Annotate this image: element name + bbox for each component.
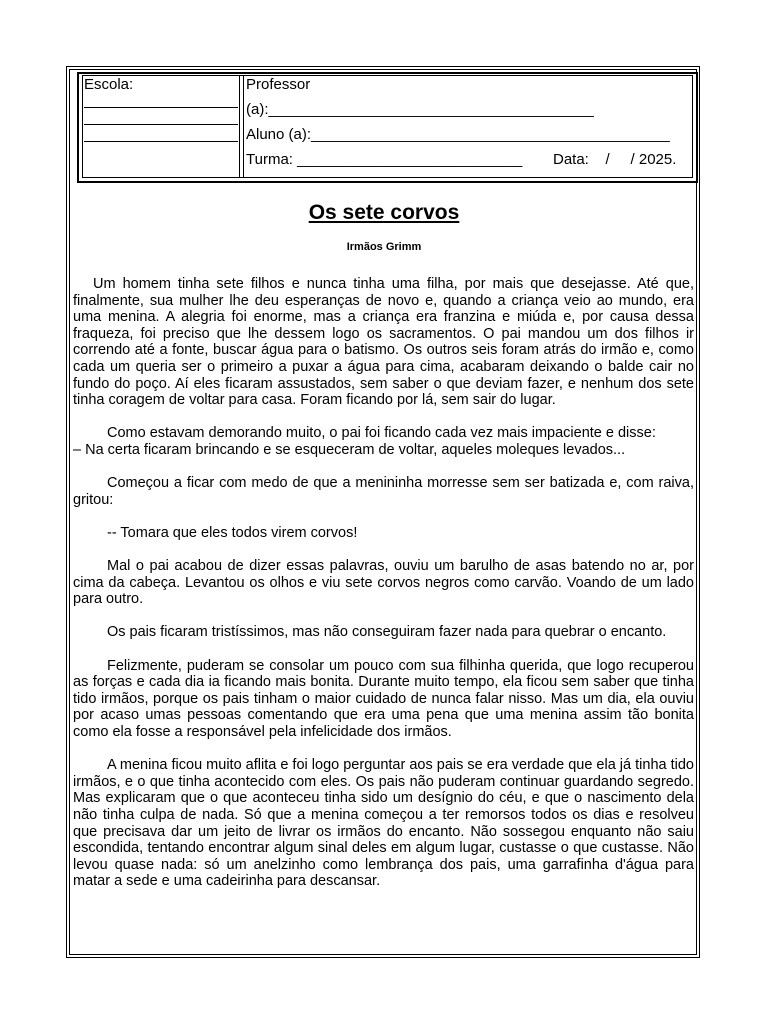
escola-blank-line	[84, 124, 238, 125]
paragraph: -- Tomara que eles todos virem corvos!	[107, 524, 358, 541]
data-field: Data: / / 2025.	[553, 151, 677, 168]
escola-blank-line	[84, 107, 238, 108]
header-divider	[243, 75, 244, 178]
paragraph: A menina ficou muito aflita e foi logo perguntar aos pais se era verdade que ela já tinha tido irmãos, e o que tinha acontecido com eles. Os pais não puderam continuar guardando segredo. Mas explicaram que o que aconteceu tinha sido um desígnio do céu, e que o nascimento dela não tinha culpa de nada. Só que a menina começou a ter remorsos todos os dias e resolveu que precisava dar um jeito de livrar os irmãos do encanto. Não sossegou enquanto não saiu escondida, tentando encontrar algum sinal deles em algum lugar, custasse o que custasse. Não levou quase nada: só um anelzinho como lembrança dos pais, uma garrafinha d'água para matar a sede e uma cadeirinha para descansar.	[73, 757, 694, 890]
escola-blank-line	[84, 141, 238, 142]
paragraph: Um homem tinha sete filhos e nunca tinha uma filha, por mais que desejasse. Até que, finalmente, sua mulher lhe deu esperanças de novo e, quando a criança veio ao mundo, era uma menina. A alegria foi enorme, mas a criança era franzina e miúda e, por causa dessa fraqueza, foi preciso que lhe dessem logo os sacramentos. O pai mandou um dos filhos ir correndo até a fonte, buscar água para o batismo. Os outros seis foram atrás do irmão e, como cada um queria ser o primeiro a puxar a água para cima, acabaram deixando o balde cair no fundo do poço. Aí eles ficaram assustados, sem saber o que deviam fazer, e nenhum dos sete tinha coragem de voltar para casa. Foram ficando por lá, sem sair do lugar.	[73, 276, 694, 409]
paragraph: Mal o pai acabou de dizer essas palavras, ouviu um barulho de asas batendo no ar, por cima da cabeça. Levantou os olhos e viu sete corvos negros como carvão. Voando de um lado para outro.	[73, 558, 694, 608]
professor-field: (a):_______________________________________	[246, 101, 594, 118]
paragraph: Felizmente, puderam se consolar um pouco com sua filhinha querida, que logo recuperou as forças e cada dia ia ficando mais bonita. Durante muito tempo, ela ficou sem saber que tinha tido irmãos, porque os pais tinham o maior cuidado de nunca falar nisso. Mas um dia, ela ouviu por acaso umas pessoas comentando que era uma pena que uma menina assim tão bonita como ela fosse a responsável pela infelicidade dos irmãos.	[73, 657, 694, 741]
professor-label: Professor	[246, 76, 311, 93]
paragraph: Os pais ficaram tristíssimos, mas não conseguiram fazer nada para quebrar o encanto.	[107, 624, 667, 641]
paragraph: Começou a ficar com medo de que a menininha morresse sem ser batizada e, com raiva, gritou:	[73, 475, 694, 508]
story-body	[73, 276, 694, 890]
author-name: Irmãos Grimm	[346, 241, 422, 253]
aluno-field: Aluno (a):___________________________________________	[246, 126, 670, 143]
page-title: Os sete corvos	[308, 201, 460, 224]
escola-label: Escola:	[84, 76, 134, 93]
paragraph: – Na certa ficaram brincando e se esqueceram de voltar, aqueles moleques levados...	[73, 441, 626, 458]
header-divider	[239, 75, 240, 178]
paragraph: Como estavam demorando muito, o pai foi ficando cada vez mais impaciente e disse:	[107, 425, 656, 442]
turma-field: Turma: ___________________________	[246, 151, 523, 168]
